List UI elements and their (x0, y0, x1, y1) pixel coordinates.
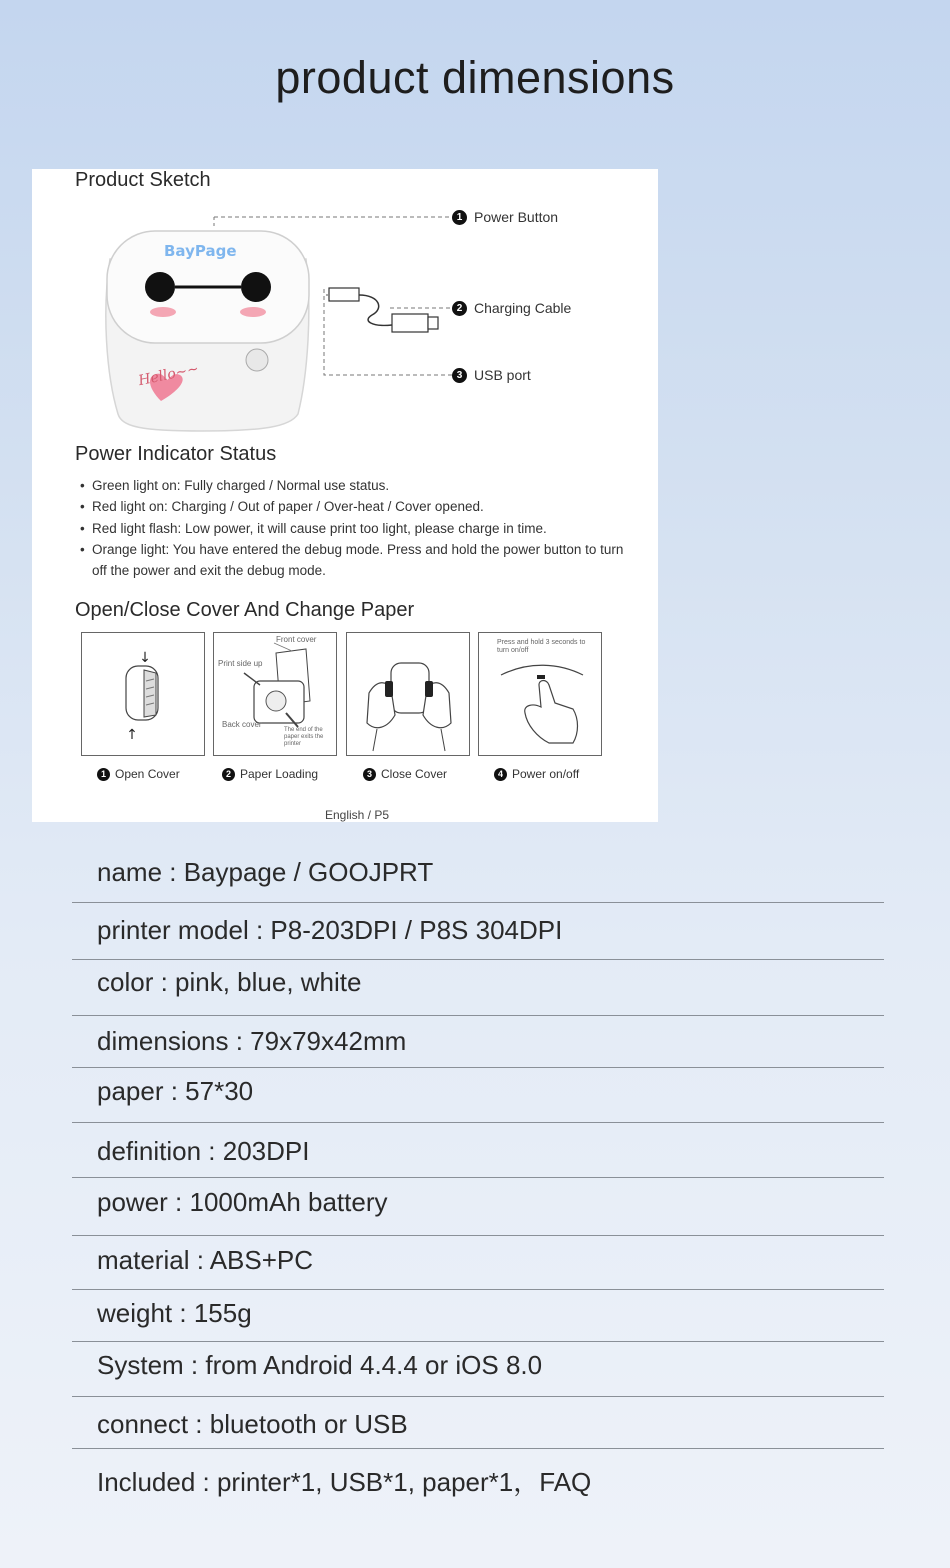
step-caption-close-cover: 3 Close Cover (363, 767, 447, 781)
step-panel-open-cover (81, 632, 205, 756)
device-right-eye (241, 272, 271, 302)
list-item: • Orange light: You have entered the debug mode. Press and hold the power button to turn off the power and exit the debug mode. (80, 539, 640, 582)
spec-row-power: power : 1000mAh battery (72, 1178, 884, 1236)
step-panel-paper-loading: Front cover Print side up Back cover The end of the paper exits the printer (213, 632, 337, 756)
spec-row-dimensions: dimensions : 79x79x42mm (72, 1016, 884, 1068)
spec-row-weight: weight : 155g (72, 1290, 884, 1342)
spec-list (72, 845, 884, 1509)
list-item: • Red light on: Charging / Out of paper / Over-heat / Cover opened. (80, 496, 640, 517)
callout-usb-port: 3 USB port (452, 367, 531, 383)
spec-row-system: System : from Android 4.4.4 or iOS 8.0 (72, 1342, 884, 1397)
device-logo-badge (246, 349, 268, 371)
spec-row-included: Included : printer*1, USB*1, paper*1，FAQ (97, 1467, 592, 1497)
step-panel-power: Press and hold 3 seconds to turn on/off (478, 632, 602, 756)
spec-row-paper: paper : 57*30 (72, 1068, 884, 1123)
charging-cable (359, 295, 392, 325)
device-left-eye (145, 272, 175, 302)
cable-usb-a-plug (392, 314, 428, 332)
device-right-cheek (240, 307, 266, 317)
product-sketch-heading: Product Sketch (75, 169, 211, 191)
manual-sheet (32, 169, 658, 822)
spec-row-material: material : ABS+PC (72, 1236, 884, 1290)
spec-row-definition: definition : 203DPI (72, 1123, 884, 1178)
spec-row-color: color : pink, blue, white (72, 960, 884, 1016)
sheet-footer: English / P5 (324, 808, 390, 822)
step-caption-open-cover: 1 Open Cover (97, 767, 180, 781)
step-panel-close-cover (346, 632, 470, 756)
cover-heading: Open/Close Cover And Change Paper (75, 599, 415, 621)
page-title: product dimensions (275, 52, 675, 103)
svg-text:↓: ↓ (139, 650, 151, 666)
device-left-cheek (150, 307, 176, 317)
indicator-heading: Power Indicator Status (75, 443, 277, 465)
device-hello-text: Hello~~ (137, 360, 201, 390)
callout-charging-cable: 2 Charging Cable (452, 300, 571, 316)
svg-text:↑: ↑ (126, 727, 138, 743)
indicator-list (80, 475, 640, 581)
spec-row-name: name : Baypage / GOOJPRT (72, 845, 884, 903)
step-caption-power: 4 Power on/off (494, 767, 579, 781)
list-item: • Red light flash: Low power, it will cause print too light, please charge in time. (80, 518, 640, 539)
callout-power-button: 1 Power Button (452, 209, 558, 225)
cable-usb-plug (329, 288, 359, 301)
device-brand-text: BayPage (164, 242, 237, 260)
spec-row-connect: connect : bluetooth or USB (72, 1397, 884, 1449)
list-item: • Green light on: Fully charged / Normal use status. (80, 475, 640, 496)
spec-row-printer-model: printer model : P8-203DPI / P8S 304DPI (72, 903, 884, 960)
step-caption-paper-loading: 2 Paper Loading (222, 767, 318, 781)
